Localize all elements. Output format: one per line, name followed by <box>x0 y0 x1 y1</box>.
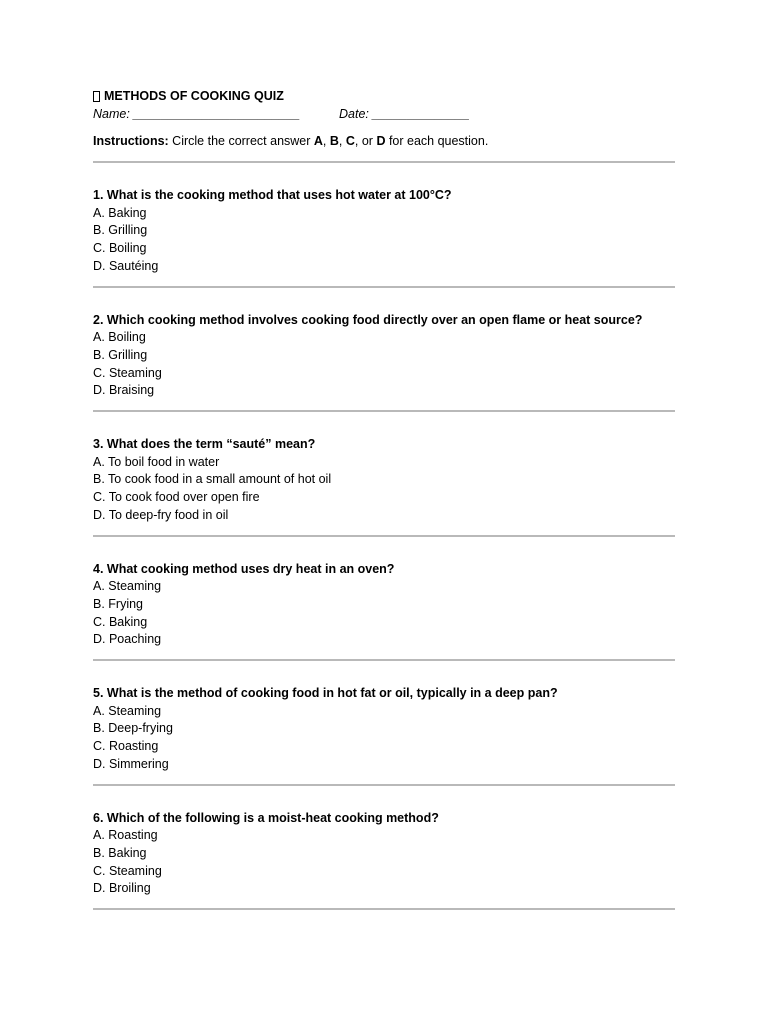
question-2 <box>93 288 675 411</box>
question-6 <box>93 786 675 909</box>
answer-option-b[interactable]: B. Grilling <box>93 223 148 238</box>
question-text: 2. Which cooking method involves cooking food directly over an open flame or heat source? <box>93 312 643 327</box>
missing-glyph-icon <box>93 91 100 102</box>
answer-option-d[interactable]: D. Broiling <box>93 881 151 896</box>
instructions-sep-3: , or <box>354 134 377 148</box>
answer-option-c[interactable]: C. Steaming <box>93 863 162 878</box>
answer-option-a[interactable]: A. Baking <box>93 205 147 220</box>
answer-option-c[interactable]: C. Boiling <box>93 241 147 256</box>
answer-option-d[interactable]: D. Simmering <box>93 756 169 771</box>
answer-option-b[interactable]: B. Baking <box>93 845 147 860</box>
answer-option-d[interactable]: D. To deep-fry food in oil <box>93 507 229 522</box>
answer-option-b[interactable]: B. Frying <box>93 596 144 611</box>
answer-option-a[interactable]: A. Steaming <box>93 703 162 718</box>
question-text: 5. What is the method of cooking food in hot fat or oil, typically in a deep pan? <box>93 686 558 701</box>
instructions-pre: Circle the correct answer <box>168 134 314 148</box>
student-fields <box>93 105 675 123</box>
instructions-label: Instructions: <box>93 134 169 148</box>
question-5 <box>93 661 675 784</box>
answer-option-d[interactable]: D. Braising <box>93 383 155 398</box>
question-4 <box>93 537 675 660</box>
answer-option-a[interactable]: A. Roasting <box>93 828 158 843</box>
instructions-option-a: A <box>313 134 323 148</box>
divider <box>93 908 675 910</box>
quiz-document <box>93 87 675 910</box>
question-1 <box>93 163 675 286</box>
question-3 <box>93 412 675 535</box>
instructions-sep-1: , <box>322 134 330 148</box>
question-text: 6. Which of the following is a moist-heat cooking method? <box>93 810 439 825</box>
answer-option-b[interactable]: B. To cook food in a small amount of hot oil <box>93 472 332 487</box>
instructions-option-c: C <box>345 134 355 148</box>
answer-option-c[interactable]: C. Roasting <box>93 739 159 754</box>
answer-option-d[interactable]: D. Poaching <box>93 632 162 647</box>
answer-option-b[interactable]: B. Deep-frying <box>93 721 173 736</box>
question-text: 4. What cooking method uses dry heat in an oven? <box>93 561 395 576</box>
answer-option-b[interactable]: B. Grilling <box>93 347 148 362</box>
instructions <box>93 132 675 150</box>
answer-option-a[interactable]: A. To boil food in water <box>93 454 220 469</box>
name-field[interactable]: Name: ________________________ <box>93 107 301 121</box>
answer-option-c[interactable]: C. To cook food over open fire <box>93 490 260 505</box>
question-text: 1. What is the cooking method that uses hot water at 100°C? <box>93 188 452 202</box>
answer-option-a[interactable]: A. Steaming <box>93 579 162 594</box>
instructions-option-d: D <box>376 134 386 148</box>
quiz-title-text: METHODS OF COOKING QUIZ <box>104 89 284 103</box>
answer-option-a[interactable]: A. Boiling <box>93 330 146 345</box>
answer-option-c[interactable]: C. Steaming <box>93 365 162 380</box>
instructions-post: for each question. <box>385 134 489 148</box>
answer-option-d[interactable]: D. Sautéing <box>93 258 159 273</box>
answer-option-c[interactable]: C. Baking <box>93 614 148 629</box>
instructions-sep-2: , <box>338 134 346 148</box>
instructions-option-b: B <box>329 134 339 148</box>
quiz-title <box>93 87 675 105</box>
date-field[interactable]: Date: ______________ <box>339 107 470 121</box>
question-text: 3. What does the term “sauté” mean? <box>93 437 316 452</box>
